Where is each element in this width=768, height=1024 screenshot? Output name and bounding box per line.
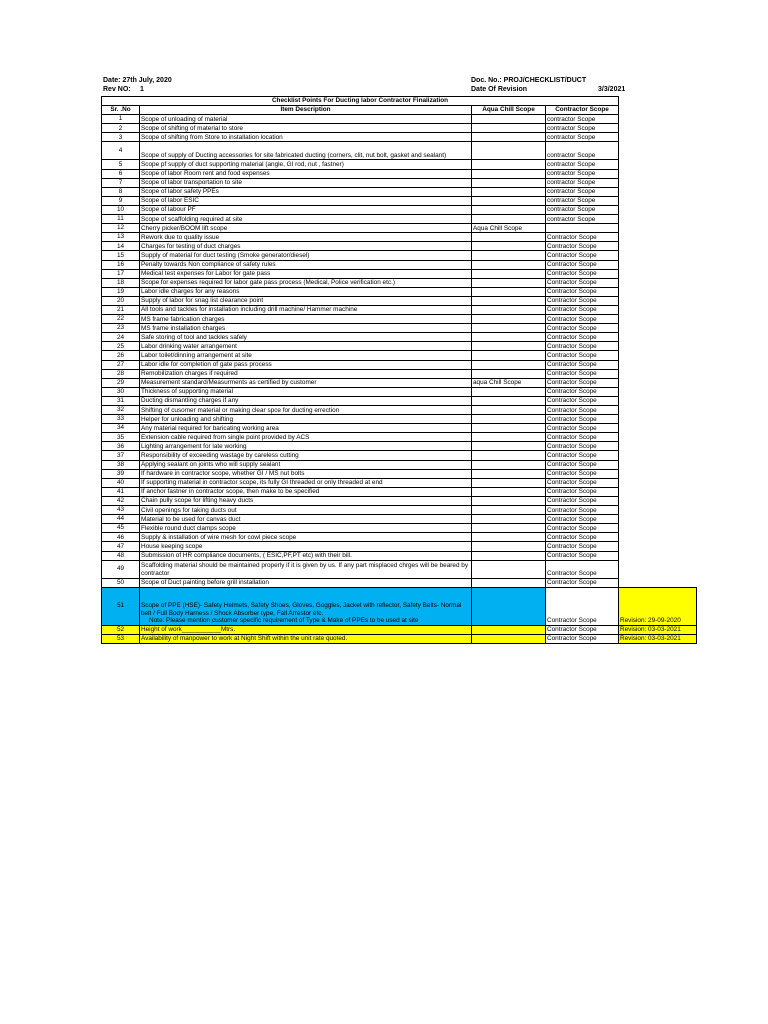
- item-description-cell: If hardware in contractor scope, whether GI / MS nut bolts: [140, 469, 472, 478]
- contractor-scope-cell: Contractor Scope: [546, 551, 619, 560]
- sr-no-cell: 13: [102, 233, 140, 242]
- rev-no-value: 1: [140, 86, 144, 93]
- sr-no-cell: 6: [102, 169, 140, 178]
- table-row: [102, 351, 697, 360]
- table-row: [102, 533, 697, 542]
- aqua-scope-cell: [472, 424, 546, 433]
- table-row: [102, 315, 697, 324]
- sr-no-cell: 1: [102, 115, 140, 124]
- aqua-scope-cell: [472, 187, 546, 196]
- table-row: [102, 360, 697, 369]
- item-description-cell: Applying sealant on joints who will supply sealant: [140, 460, 472, 469]
- contractor-scope-cell: Contractor Scope: [546, 542, 619, 551]
- table-row: [102, 124, 697, 133]
- item-description-cell: Penalty towards Non compliance of safety rules: [140, 260, 472, 269]
- table-row: [102, 460, 697, 469]
- table-row: [102, 333, 697, 342]
- contractor-scope-cell: contractor Scope: [546, 196, 619, 205]
- aqua-scope-cell: [472, 260, 546, 269]
- table-title: Checklist Points For Ducting labor Contractor Finalization: [102, 97, 619, 106]
- item-description-cell: MS frame installation charges: [140, 324, 472, 333]
- item-description-cell: Safe storing of tool and tackles safely: [140, 333, 472, 342]
- contractor-scope-cell: Contractor Scope: [546, 233, 619, 242]
- item-description-cell: Scope of shifting of material to store: [140, 124, 472, 133]
- aqua-scope-cell: [472, 460, 546, 469]
- contractor-scope-cell: Contractor Scope: [546, 378, 619, 387]
- item-description-cell: Labor idle for completion of gate pass process: [140, 360, 472, 369]
- item-description-cell: Scaffolding material should be maintained properly if it is given by us. If any part misplaced chrges will be beared by contractor: [140, 560, 472, 578]
- item-description-cell: Scope pf supply of duct supporting material (angle, GI rod, nut , fastner): [140, 160, 472, 169]
- aqua-scope-cell: [472, 205, 546, 214]
- sr-no-cell: 23: [102, 324, 140, 333]
- contractor-scope-cell: Contractor Scope: [546, 387, 619, 396]
- item-description-cell: Scope of shifting from Store to installation location: [140, 133, 472, 142]
- sr-no-cell: 4: [102, 142, 140, 160]
- sr-no-cell: 14: [102, 242, 140, 251]
- contractor-scope-cell: contractor Scope: [546, 178, 619, 187]
- aqua-scope-cell: [472, 433, 546, 442]
- aqua-scope-cell: [472, 515, 546, 524]
- aqua-scope-cell: [472, 634, 546, 643]
- column-header-aqua-chill-scope: Aqua Chill Scope: [472, 106, 546, 115]
- sr-no-cell: 38: [102, 460, 140, 469]
- aqua-scope-cell: [472, 625, 546, 634]
- contractor-scope-cell: Contractor Scope: [546, 496, 619, 505]
- rev-no-label: Rev NO:: [103, 86, 131, 93]
- table-row: [102, 160, 697, 169]
- column-header-item-description: Item Description: [140, 106, 472, 115]
- item-description-cell: Measurement standard/Measurments as certified by customer: [140, 378, 472, 387]
- table-row: [102, 415, 697, 424]
- table-row: [102, 442, 697, 451]
- contractor-scope-cell: [546, 224, 619, 233]
- table-row: [102, 169, 697, 178]
- item-description-cell: Scope for expenses required for labor gate pass process (Medical, Police verification etc.): [140, 278, 472, 287]
- table-row: [102, 342, 697, 351]
- sr-no-cell: 8: [102, 187, 140, 196]
- item-description-cell: Supply of material for duct testing (Smoke generator/diesel): [140, 251, 472, 260]
- sr-no-cell: 35: [102, 433, 140, 442]
- aqua-scope-cell: [472, 342, 546, 351]
- table-row: [102, 506, 697, 515]
- table-row: [102, 369, 697, 378]
- aqua-scope-cell: [472, 351, 546, 360]
- aqua-scope-cell: [472, 287, 546, 296]
- aqua-scope-cell: [472, 369, 546, 378]
- sr-no-cell: 34: [102, 424, 140, 433]
- contractor-scope-cell: Contractor Scope: [546, 433, 619, 442]
- aqua-scope-cell: [472, 451, 546, 460]
- item-description-cell: Supply of labor for snag list clearance point: [140, 296, 472, 305]
- contractor-scope-cell: Contractor Scope: [546, 324, 619, 333]
- sr-no-cell: 32: [102, 406, 140, 415]
- contractor-scope-cell: Contractor Scope: [546, 287, 619, 296]
- contractor-scope-cell: contractor Scope: [546, 124, 619, 133]
- aqua-scope-cell: [472, 142, 546, 160]
- contractor-scope-cell: contractor Scope: [546, 160, 619, 169]
- item-description-cell: House keeping scope: [140, 542, 472, 551]
- aqua-scope-cell: [472, 542, 546, 551]
- sr-no-cell: 49: [102, 560, 140, 578]
- contractor-scope-cell: Contractor Scope: [546, 415, 619, 424]
- sr-no-cell: 19: [102, 287, 140, 296]
- aqua-scope-cell: [472, 233, 546, 242]
- item-description-cell: Helper for unloading and shifting: [140, 415, 472, 424]
- item-description-cell: Scope of labor Room rent and food expenses: [140, 169, 472, 178]
- contractor-scope-cell: Contractor Scope: [546, 469, 619, 478]
- revision-note: Revision: 03-03-2021: [619, 625, 697, 634]
- table-row: [102, 396, 697, 405]
- aqua-scope-cell: [472, 578, 546, 587]
- item-description-cell: Height of work___________Mtrs.: [140, 625, 472, 634]
- column-header-contractor-scope: Contractor Scope: [546, 106, 619, 115]
- item-description-cell: Shifting of cusomer material or making clear spce for ducting errection: [140, 406, 472, 415]
- contractor-scope-cell: Contractor Scope: [546, 578, 619, 587]
- table-row: [102, 560, 697, 578]
- aqua-scope-cell: [472, 269, 546, 278]
- table-row: [102, 269, 697, 278]
- contractor-scope-cell: contractor Scope: [546, 205, 619, 214]
- sr-no-cell: 3: [102, 133, 140, 142]
- contractor-scope-cell: Contractor Scope: [546, 296, 619, 305]
- contractor-scope-cell: Contractor Scope: [546, 315, 619, 324]
- contractor-scope-cell: Contractor Scope: [546, 406, 619, 415]
- aqua-scope-cell: [472, 160, 546, 169]
- contractor-scope-cell: contractor Scope: [546, 215, 619, 224]
- table-header-row: [102, 106, 697, 115]
- contractor-scope-cell: contractor Scope: [546, 187, 619, 196]
- item-description-cell: Extension cable required from single point provided by ACS: [140, 433, 472, 442]
- aqua-scope-cell: [472, 324, 546, 333]
- sr-no-cell: 37: [102, 451, 140, 460]
- table-row: [102, 260, 697, 269]
- table-row: [102, 233, 697, 242]
- contractor-scope-cell: Contractor Scope: [546, 305, 619, 314]
- item-description-cell: Submission of HR compliance documents, ( ESIC,PF,PT etc) with their bill.: [140, 551, 472, 560]
- revision-note: Revision: 03-03-2021: [619, 634, 697, 643]
- table-row: [102, 205, 697, 214]
- contractor-scope-cell: Contractor Scope: [546, 369, 619, 378]
- aqua-scope-cell: [472, 333, 546, 342]
- contractor-scope-cell: Contractor Scope: [546, 396, 619, 405]
- table-row: [102, 224, 697, 233]
- contractor-scope-cell: Contractor Scope: [546, 487, 619, 496]
- sr-no-cell: 43: [102, 506, 140, 515]
- sr-no-cell: 48: [102, 551, 140, 560]
- sr-no-cell: 22: [102, 315, 140, 324]
- table-row: [102, 478, 697, 487]
- sr-no-cell: 50: [102, 578, 140, 587]
- table-row-51: [102, 587, 697, 625]
- sr-no-cell: 46: [102, 533, 140, 542]
- item-description-cell: Scope of labour PF: [140, 205, 472, 214]
- aqua-scope-cell: [472, 305, 546, 314]
- sr-no-cell: 33: [102, 415, 140, 424]
- item-description-cell: Material to be used for canvas duct: [140, 515, 472, 524]
- aqua-scope-cell: [472, 406, 546, 415]
- ppe-note-text: Note: Please mention customer specific requirement of Type & Make of PPEs to be used at site: [149, 617, 419, 625]
- sr-no-cell: 7: [102, 178, 140, 187]
- item-description-cell: Remobilization charges if required: [140, 369, 472, 378]
- aqua-scope-cell: [472, 360, 546, 369]
- sr-no-cell: 36: [102, 442, 140, 451]
- item-description-cell: Rework due to quality issue: [140, 233, 472, 242]
- aqua-scope-cell: [472, 587, 546, 625]
- item-description-cell: If supporting material in contractor scope, its fully GI threaded or only threaded at end: [140, 478, 472, 487]
- aqua-scope-cell: [472, 215, 546, 224]
- column-header-sr-no: Sr. .No: [102, 106, 140, 115]
- item-description-cell: Charges for testing of duct charges: [140, 242, 472, 251]
- aqua-scope-cell: [472, 524, 546, 533]
- sr-no-cell: 28: [102, 369, 140, 378]
- sr-no-cell: 53: [102, 634, 140, 643]
- aqua-scope-cell: [472, 115, 546, 124]
- revision-note: Revision: 29-09-2020: [619, 587, 697, 625]
- table-row: [102, 542, 697, 551]
- table-row: [102, 251, 697, 260]
- aqua-scope-cell: [472, 533, 546, 542]
- sr-no-cell: 29: [102, 378, 140, 387]
- sr-no-cell: 2: [102, 124, 140, 133]
- item-description-cell: Availability of manpower to work at Night Shift within the unit rate quoted.: [140, 634, 472, 643]
- table-row: [102, 469, 697, 478]
- item-description-cell: Scope of labor safety PPEs: [140, 187, 472, 196]
- table-row: [102, 487, 697, 496]
- item-description-cell: Labor idle charges for any reasons: [140, 287, 472, 296]
- contractor-scope-cell: Contractor Scope: [546, 533, 619, 542]
- sr-no-cell: 18: [102, 278, 140, 287]
- table-row: [102, 178, 697, 187]
- item-description-cell: Cherry picker/BOOM lift scope: [140, 224, 472, 233]
- checklist-table: [101, 96, 697, 644]
- sr-no-cell: 31: [102, 396, 140, 405]
- item-description-cell: Any material required for baricating working area: [140, 424, 472, 433]
- item-description-cell: All tools and tackles for installation including drill machine/ Hammer machine: [140, 305, 472, 314]
- sr-no-cell: 42: [102, 496, 140, 505]
- sr-no-cell: 10: [102, 205, 140, 214]
- contractor-scope-cell: Contractor Scope: [546, 634, 619, 643]
- sr-no-cell: 16: [102, 260, 140, 269]
- doc-no: Doc. No.: PROJ/CHECKLIST/DUCT: [471, 77, 587, 84]
- table-title-row: [102, 97, 697, 106]
- table-row: [102, 524, 697, 533]
- aqua-scope-cell: [472, 496, 546, 505]
- table-row: [102, 196, 697, 205]
- aqua-scope-cell: [472, 442, 546, 451]
- contractor-scope-cell: Contractor Scope: [546, 442, 619, 451]
- item-description-cell: [140, 587, 472, 625]
- item-description-cell: Labor drinking water arrangement: [140, 342, 472, 351]
- sr-no-cell: 30: [102, 387, 140, 396]
- aqua-scope-cell: [472, 169, 546, 178]
- sr-no-cell: 40: [102, 478, 140, 487]
- sr-no-cell: 15: [102, 251, 140, 260]
- table-row: [102, 115, 697, 124]
- sr-no-cell: 12: [102, 224, 140, 233]
- document-date: Date: 27th July, 2020: [103, 77, 172, 84]
- ppe-scope-text: Scope of PPE (HSE)- Safety Helmets, Safety Shoes, Gloves, Goggles, Jacket with reflector, Safety Belts- Normal belt / Full Body Harness / Shock Absorber type, Fall Arrestor etc.: [141, 601, 462, 617]
- table-row: [102, 551, 697, 560]
- contractor-scope-cell: Contractor Scope: [546, 242, 619, 251]
- table-row: [102, 578, 697, 587]
- aqua-scope-cell: [472, 124, 546, 133]
- table-row: [102, 278, 697, 287]
- item-description-cell: Scope of scaffolding required at site: [140, 215, 472, 224]
- table-row: [102, 215, 697, 224]
- contractor-scope-cell: contractor Scope: [546, 115, 619, 124]
- contractor-scope-cell: Contractor Scope: [546, 360, 619, 369]
- sr-no-cell: 9: [102, 196, 140, 205]
- contractor-scope-cell: Contractor Scope: [546, 515, 619, 524]
- table-row: [102, 433, 697, 442]
- contractor-scope-cell: Contractor Scope: [546, 269, 619, 278]
- sr-no-cell: 51: [102, 587, 140, 625]
- table-row: [102, 296, 697, 305]
- item-description-cell: Labor toilet/dinning arrangement at site: [140, 351, 472, 360]
- contractor-scope-cell: contractor Scope: [546, 169, 619, 178]
- contractor-scope-cell: Contractor Scope: [546, 351, 619, 360]
- item-description-cell: Ducting dismantling charges if any: [140, 396, 472, 405]
- table-row: [102, 451, 697, 460]
- table-row: [102, 133, 697, 142]
- contractor-scope-cell: Contractor Scope: [546, 560, 619, 578]
- aqua-scope-cell: [472, 315, 546, 324]
- contractor-scope-cell: Contractor Scope: [546, 625, 619, 634]
- contractor-scope-cell: Contractor Scope: [546, 524, 619, 533]
- aqua-scope-cell: [472, 251, 546, 260]
- date-of-revision-value: 3/3/2021: [598, 86, 626, 93]
- item-description-cell: Lighting arrangement for late working: [140, 442, 472, 451]
- table-row: [102, 515, 697, 524]
- sr-no-cell: 27: [102, 360, 140, 369]
- item-description-cell: Civil openings for taking ducts out: [140, 506, 472, 515]
- item-description-cell: Chain pully scope for lifting heavy ducts: [140, 496, 472, 505]
- table-row: [102, 287, 697, 296]
- sr-no-cell: 47: [102, 542, 140, 551]
- date-of-revision-label: Date Of Revision: [471, 86, 528, 93]
- item-description-cell: Scope of supply of Ducting accessories for site fabricated ducting (corners, clit, nut bolt, gasket and sealant): [140, 142, 472, 160]
- aqua-scope-cell: [472, 387, 546, 396]
- aqua-scope-cell: [472, 133, 546, 142]
- sr-no-cell: 17: [102, 269, 140, 278]
- aqua-scope-cell: [472, 178, 546, 187]
- sr-no-cell: 41: [102, 487, 140, 496]
- contractor-scope-cell: contractor Scope: [546, 133, 619, 142]
- sr-no-cell: 25: [102, 342, 140, 351]
- sr-no-cell: 39: [102, 469, 140, 478]
- item-description-cell: Scope of Duct painting before grill installation: [140, 578, 472, 587]
- item-description-cell: Responsibility of exceeding wastage by careless cutting: [140, 451, 472, 460]
- item-description-cell: MS frame fabrication charges: [140, 315, 472, 324]
- contractor-scope-cell: Contractor Scope: [546, 278, 619, 287]
- aqua-scope-cell: [472, 242, 546, 251]
- table-row-52: [102, 625, 697, 634]
- aqua-scope-cell: [472, 296, 546, 305]
- contractor-scope-cell: Contractor Scope: [546, 506, 619, 515]
- item-description-cell: Thickness of supporting material: [140, 387, 472, 396]
- aqua-scope-cell: [472, 415, 546, 424]
- aqua-scope-cell: [472, 551, 546, 560]
- sr-no-cell: 20: [102, 296, 140, 305]
- contractor-scope-cell: Contractor Scope: [546, 587, 619, 625]
- item-description-cell: Scope of labor transportation to site: [140, 178, 472, 187]
- aqua-scope-cell: [472, 506, 546, 515]
- aqua-scope-cell: aqua Chill Scope: [472, 378, 546, 387]
- table-row: [102, 406, 697, 415]
- contractor-scope-cell: Contractor Scope: [546, 333, 619, 342]
- contractor-scope-cell: contractor Scope: [546, 142, 619, 160]
- contractor-scope-cell: Contractor Scope: [546, 451, 619, 460]
- checklist-table-body: [102, 97, 697, 644]
- table-row: [102, 187, 697, 196]
- table-row: [102, 424, 697, 433]
- aqua-scope-cell: [472, 196, 546, 205]
- contractor-scope-cell: Contractor Scope: [546, 478, 619, 487]
- item-description-cell: If anchor fastner in contractor scope, then make to be specified: [140, 487, 472, 496]
- table-row: [102, 378, 697, 387]
- table-row: [102, 387, 697, 396]
- sr-no-cell: 44: [102, 515, 140, 524]
- contractor-scope-cell: Contractor Scope: [546, 260, 619, 269]
- aqua-scope-cell: [472, 396, 546, 405]
- table-row: [102, 142, 697, 160]
- sr-no-cell: 11: [102, 215, 140, 224]
- item-description-cell: Scope of labor ESIC: [140, 196, 472, 205]
- sr-no-cell: 52: [102, 625, 140, 634]
- table-row: [102, 324, 697, 333]
- sr-no-cell: 45: [102, 524, 140, 533]
- aqua-scope-cell: Aqua Chill Scope: [472, 224, 546, 233]
- table-row-53: [102, 634, 697, 643]
- item-description-cell: Flexible round duct clamps scope: [140, 524, 472, 533]
- sr-no-cell: 5: [102, 160, 140, 169]
- sr-no-cell: 21: [102, 305, 140, 314]
- table-row: [102, 305, 697, 314]
- aqua-scope-cell: [472, 478, 546, 487]
- sr-no-cell: 24: [102, 333, 140, 342]
- table-row: [102, 496, 697, 505]
- aqua-scope-cell: [472, 487, 546, 496]
- aqua-scope-cell: [472, 278, 546, 287]
- item-description-cell: Supply & installation of wire mesh for cowl piece scope: [140, 533, 472, 542]
- aqua-scope-cell: [472, 469, 546, 478]
- contractor-scope-cell: Contractor Scope: [546, 460, 619, 469]
- contractor-scope-cell: Contractor Scope: [546, 424, 619, 433]
- contractor-scope-cell: Contractor Scope: [546, 342, 619, 351]
- table-row: [102, 242, 697, 251]
- aqua-scope-cell: [472, 560, 546, 578]
- contractor-scope-cell: Contractor Scope: [546, 251, 619, 260]
- sr-no-cell: 26: [102, 351, 140, 360]
- item-description-cell: Scope of unloading of material: [140, 115, 472, 124]
- item-description-cell: Medical test expenses for Labor for gate pass: [140, 269, 472, 278]
